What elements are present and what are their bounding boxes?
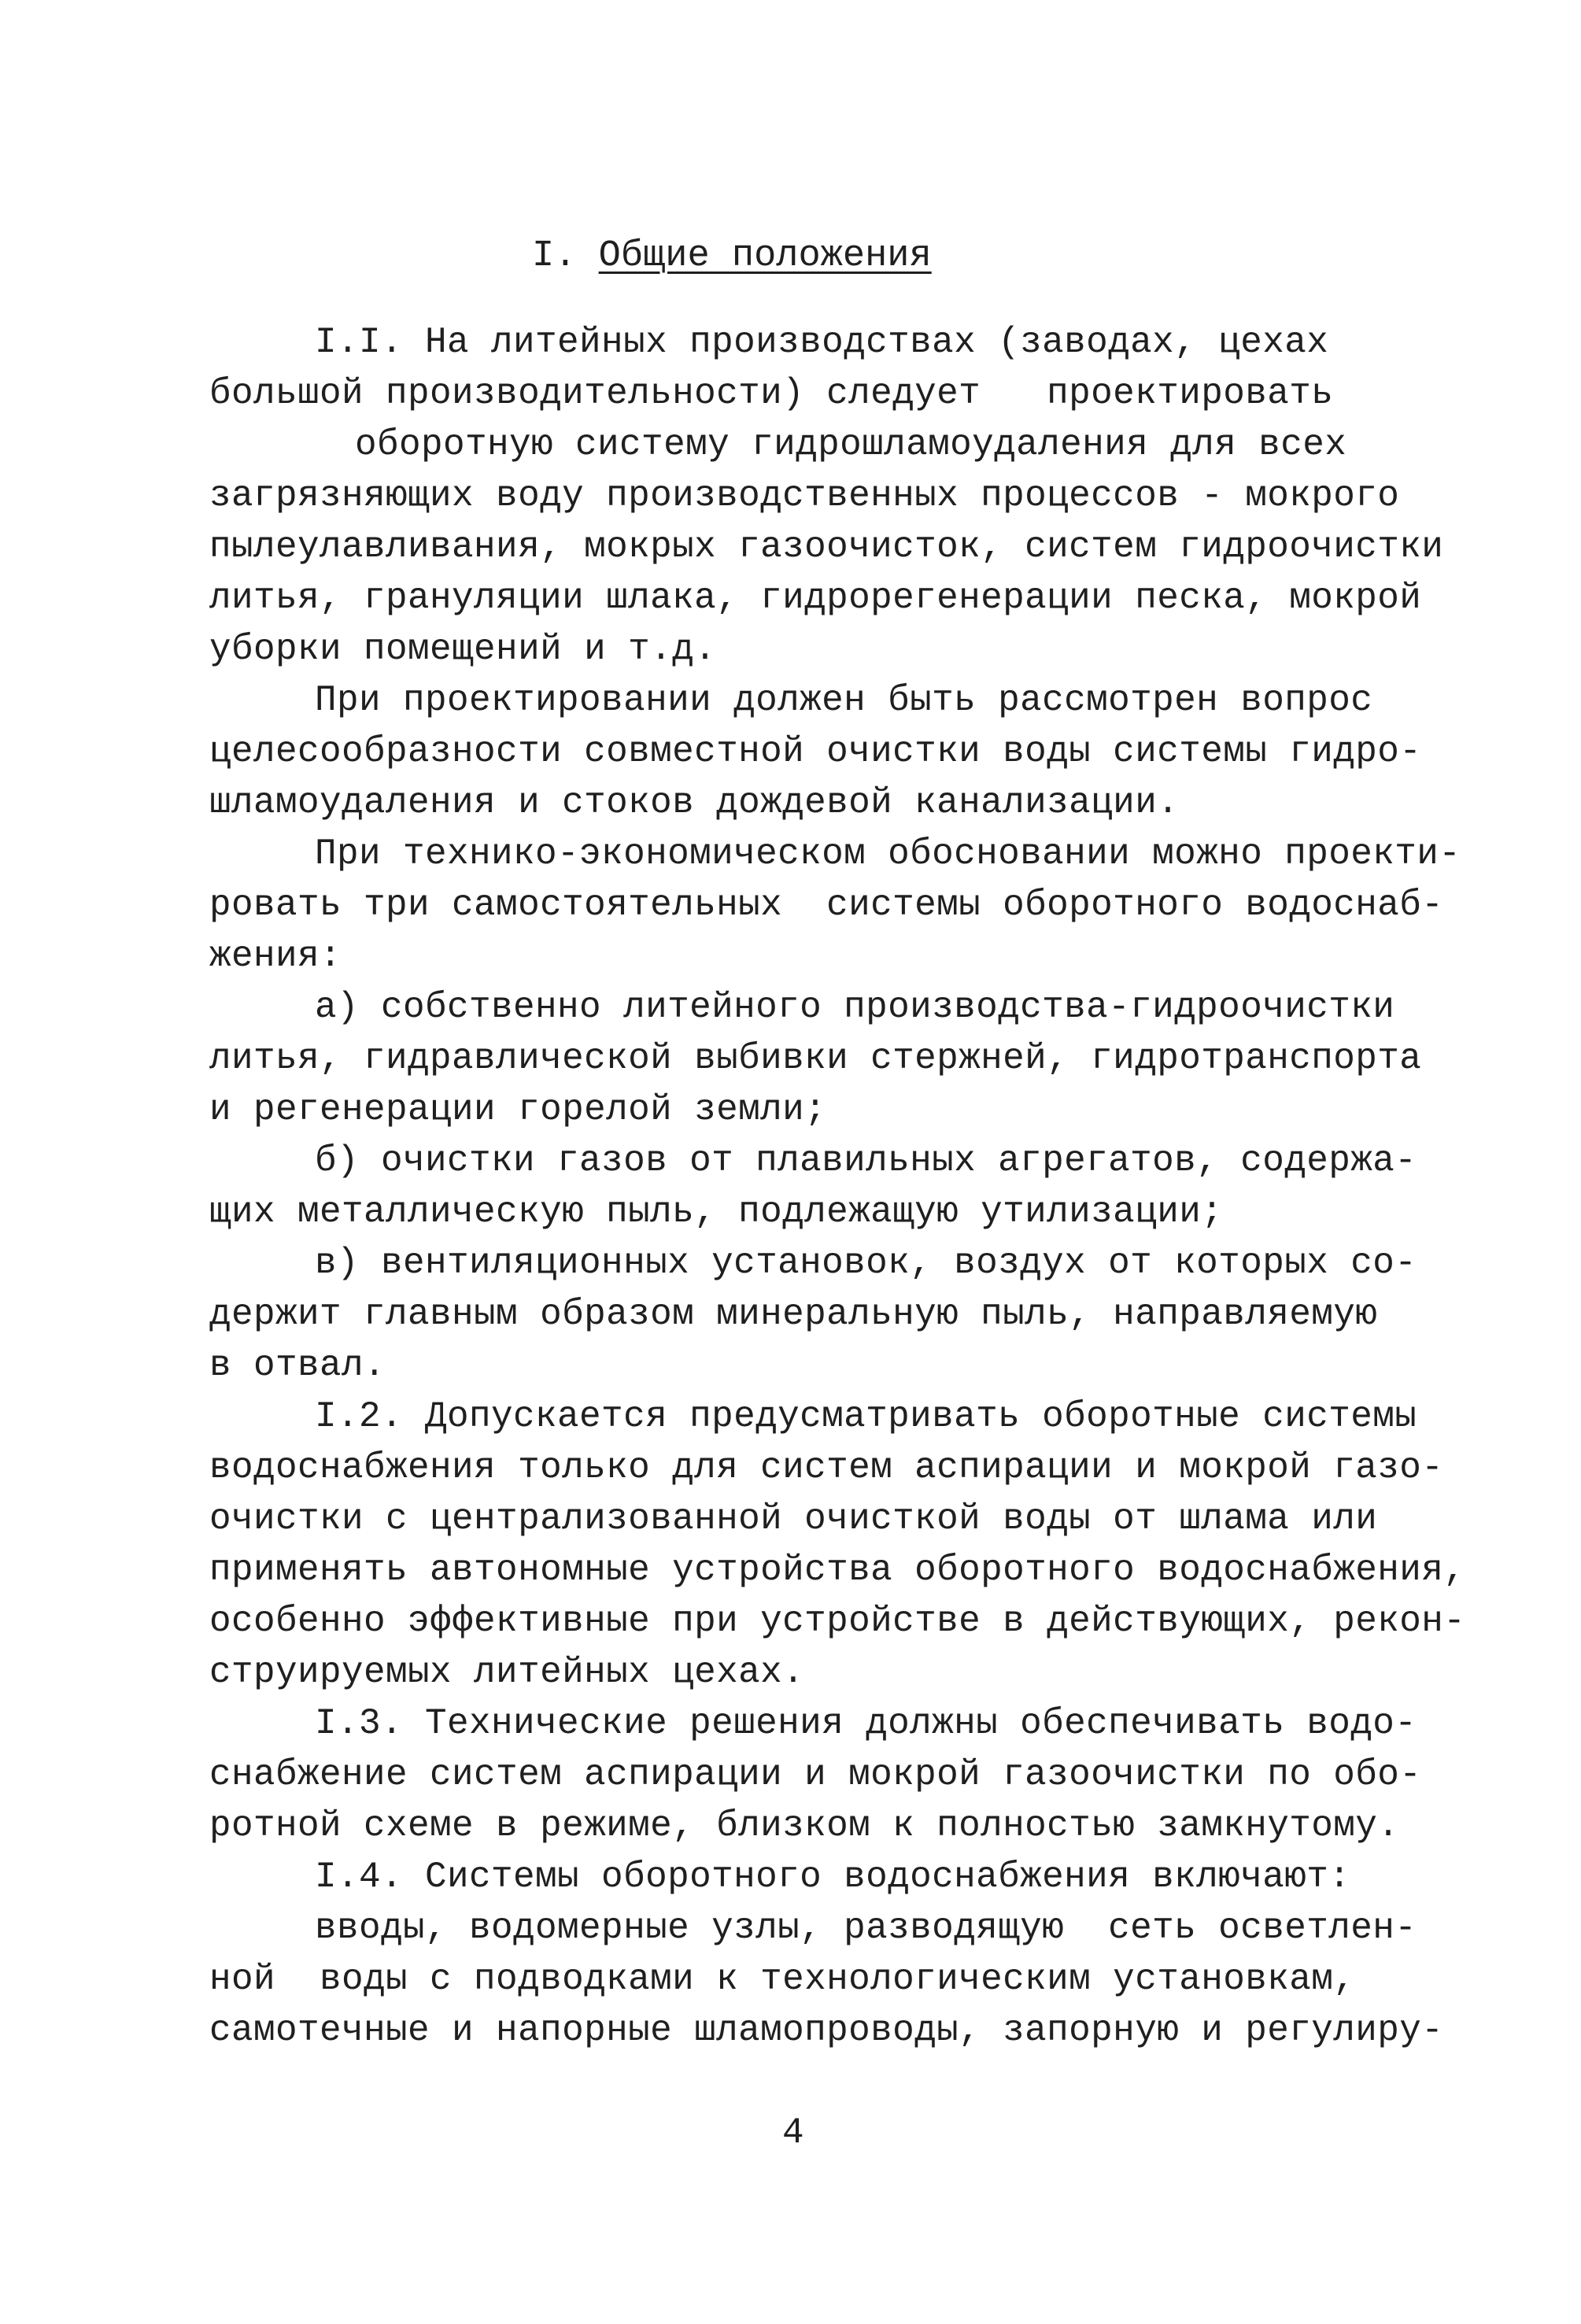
- text-line: применять автономные устройства оборотного водоснабжения,: [209, 1550, 1466, 1591]
- text-line: литья, гидравлической выбивки стержней, гидротранспорта: [209, 1038, 1422, 1079]
- section-number: I.: [532, 235, 577, 277]
- text-line: При проектировании должен быть рассмотрен вопрос: [315, 680, 1373, 721]
- text-line: I.3. Технические решения должны обеспечивать водо-: [315, 1703, 1417, 1744]
- text-line: щих металлическую пыль, подлежащую утилизации;: [209, 1192, 1224, 1232]
- text-line: I.4. Системы оборотного водоснабжения включают:: [315, 1857, 1351, 1897]
- text-line: большой производительности) следует проектировать: [209, 373, 1334, 414]
- page-number: 4: [782, 2112, 804, 2153]
- text-line: водоснабжения только для систем аспирации и мокрой газо-: [209, 1447, 1444, 1488]
- text-line: очистки с централизованной очисткой воды от шлама или: [209, 1498, 1378, 1539]
- text-line: а) собственно литейного производства-гидроочистки: [315, 987, 1395, 1028]
- text-line: самотечные и напорные шламопроводы, запорную и регулиру-: [209, 2010, 1444, 2051]
- text-line: оборотную систему гидрошламоудаления для всех: [355, 424, 1347, 465]
- text-line: держит главным образом минеральную пыль, направляемую: [209, 1294, 1378, 1335]
- text-line: I.2. Допускается предусматривать оборотные системы: [315, 1396, 1417, 1437]
- text-line: особенно эффективные при устройстве в действующих, рекон-: [209, 1601, 1466, 1642]
- text-line: загрязняющих воду производственных процессов - мокрого: [209, 475, 1400, 516]
- text-line: I.I. На литейных производствах (заводах, цехах: [315, 322, 1329, 363]
- text-line: ной воды с подводками к технологическим установкам,: [209, 1959, 1356, 2000]
- text-line: струируемых литейных цехах.: [209, 1652, 805, 1693]
- text-line: вводы, водомерные узлы, разводящую сеть осветлен-: [315, 1908, 1417, 1949]
- text-line: ровать три самостоятельных системы оборотного водоснаб-: [209, 885, 1444, 926]
- text-line: целесообразности совместной очистки воды системы гидро-: [209, 731, 1422, 772]
- text-line: уборки помещений и т.д.: [209, 629, 717, 670]
- text-line: и регенерации горелой земли;: [209, 1089, 827, 1130]
- text-line: снабжение систем аспирации и мокрой газоочистки по обо-: [209, 1754, 1422, 1795]
- text-line: пылеулавливания, мокрых газоочисток, систем гидроочистки: [209, 527, 1444, 567]
- text-line: в отвал.: [209, 1345, 386, 1386]
- text-line: При технико-экономическом обосновании можно проекти-: [315, 833, 1461, 874]
- text-line: б) очистки газов от плавильных агрегатов, содержа-: [315, 1140, 1417, 1181]
- text-line: литья, грануляции шлака, гидрорегенерации песка, мокрой: [209, 578, 1422, 619]
- section-heading: [532, 233, 932, 280]
- text-line: ротной схеме в режиме, близком к полностью замкнутому.: [209, 1805, 1400, 1846]
- text-line: в) вентиляционных установок, воздух от которых со-: [315, 1243, 1417, 1284]
- section-title: Общие положения: [598, 235, 932, 277]
- text-line: жения:: [209, 936, 342, 977]
- text-line: шламоудаления и стоков дождевой канализации.: [209, 782, 1180, 823]
